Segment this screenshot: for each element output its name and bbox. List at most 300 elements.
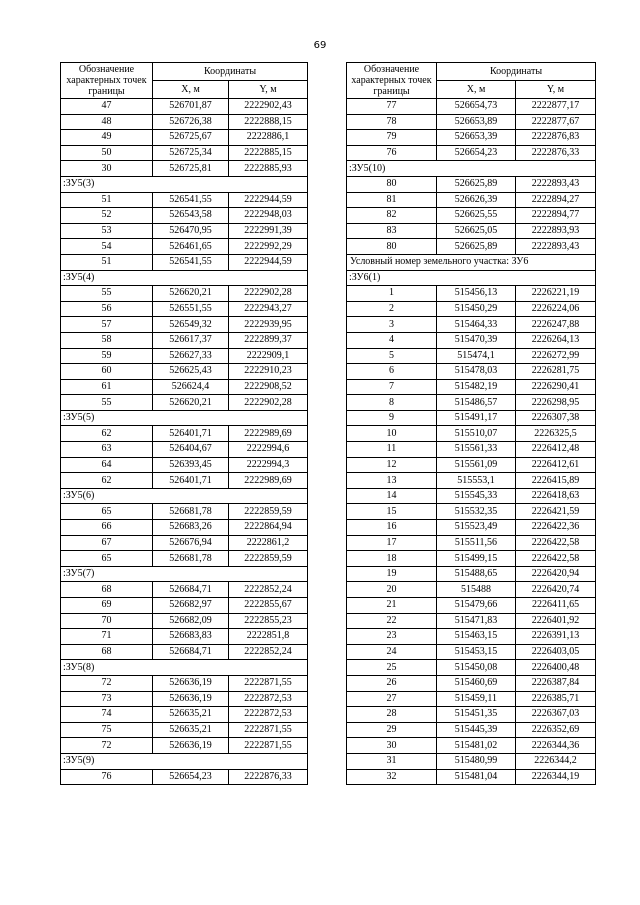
x-cell: 526682,09 [153,613,229,629]
table-row [347,504,596,520]
x-cell: 515511,56 [437,535,516,551]
x-cell: 526636,19 [153,738,229,754]
table-row [61,598,308,614]
point-cell: 80 [347,239,437,255]
y-cell: 2222991,39 [229,223,308,239]
table-row [347,114,596,130]
y-cell: 2222893,43 [516,176,596,192]
y-cell: 2222902,28 [229,395,308,411]
x-cell: 526683,83 [153,629,229,645]
point-cell: 83 [347,223,437,239]
point-cell: 82 [347,208,437,224]
y-cell: 2226344,19 [516,769,596,785]
table-row [61,769,308,785]
table-row [61,208,308,224]
point-cell: 27 [347,691,437,707]
x-cell: 526617,37 [153,332,229,348]
point-cell: 60 [61,364,153,380]
x-cell: 526625,89 [437,176,516,192]
table-row [61,332,308,348]
table-row [61,192,308,208]
point-cell: 49 [61,130,153,146]
point-cell: 8 [347,395,437,411]
section-row [61,488,308,504]
section-row [61,566,308,582]
y-cell: 2222994,3 [229,457,308,473]
x-cell: 526541,55 [153,254,229,270]
table-row [347,551,596,567]
x-cell: 515532,35 [437,504,516,520]
table-row [347,317,596,333]
point-cell: 56 [61,301,153,317]
y-cell: 2222944,59 [229,254,308,270]
y-cell: 2226325,5 [516,426,596,442]
section-label: :ЗУ5(5) [61,410,308,426]
header-point-designation: Обозначение характерных точек границы [61,63,153,99]
table-body-left [61,99,308,785]
parcel-note: Условный номер земельного участка: ЗУ6 [347,254,596,270]
table-row [61,551,308,567]
point-cell: 59 [61,348,153,364]
y-cell: 2226264,13 [516,332,596,348]
y-cell: 2226422,36 [516,520,596,536]
x-cell: 526725,34 [153,145,229,161]
point-cell: 14 [347,488,437,504]
table-body-right [347,99,596,785]
x-cell: 515488,65 [437,566,516,582]
table-row [347,410,596,426]
x-cell: 515486,57 [437,395,516,411]
table-row [347,644,596,660]
point-cell: 64 [61,457,153,473]
y-cell: 2222943,27 [229,301,308,317]
point-cell: 66 [61,520,153,536]
table-row [347,707,596,723]
x-cell: 515459,11 [437,691,516,707]
y-cell: 2222859,59 [229,504,308,520]
table-row [347,176,596,192]
table-row [347,660,596,676]
x-cell: 526625,89 [437,239,516,255]
table-row [347,457,596,473]
point-cell: 2 [347,301,437,317]
point-cell: 26 [347,675,437,691]
y-cell: 2226411,65 [516,598,596,614]
point-cell: 62 [61,426,153,442]
coordinates-table-right [346,62,596,785]
x-cell: 526624,4 [153,379,229,395]
x-cell: 515451,35 [437,707,516,723]
x-cell: 526636,19 [153,675,229,691]
x-cell: 526551,55 [153,301,229,317]
y-cell: 2226387,84 [516,675,596,691]
y-cell: 2226401,92 [516,613,596,629]
x-cell: 526653,89 [437,114,516,130]
y-cell: 2222871,55 [229,722,308,738]
point-cell: 1 [347,286,437,302]
point-cell: 76 [61,769,153,785]
section-label: :ЗУ5(10) [347,161,596,177]
y-cell: 2222851,8 [229,629,308,645]
x-cell: 515510,07 [437,426,516,442]
y-cell: 2222855,67 [229,598,308,614]
point-cell: 71 [61,629,153,645]
x-cell: 515561,09 [437,457,516,473]
x-cell: 526625,05 [437,223,516,239]
section-label: :ЗУ5(6) [61,488,308,504]
point-cell: 16 [347,520,437,536]
point-cell: 4 [347,332,437,348]
x-cell: 515481,02 [437,738,516,754]
y-cell: 2222876,33 [516,145,596,161]
x-cell: 515450,08 [437,660,516,676]
header-y: Y, м [229,81,308,99]
point-cell: 20 [347,582,437,598]
point-cell: 77 [347,99,437,115]
y-cell: 2226344,36 [516,738,596,754]
y-cell: 2222893,43 [516,239,596,255]
x-cell: 526404,67 [153,442,229,458]
y-cell: 2222894,77 [516,208,596,224]
header-point-designation: Обозначение характерных точек границы [347,63,437,99]
x-cell: 526620,21 [153,286,229,302]
section-row [61,270,308,286]
page-number: 69 [313,40,327,51]
x-cell: 526541,55 [153,192,229,208]
x-cell: 515453,15 [437,644,516,660]
point-cell: 17 [347,535,437,551]
y-cell: 2222902,28 [229,286,308,302]
table-row [61,457,308,473]
x-cell: 526684,71 [153,582,229,598]
y-cell: 2226247,88 [516,317,596,333]
x-cell: 526676,94 [153,535,229,551]
x-cell: 515478,03 [437,364,516,380]
y-cell: 2226307,38 [516,410,596,426]
y-cell: 2222893,93 [516,223,596,239]
x-cell: 526543,58 [153,208,229,224]
table-row [347,598,596,614]
coordinates-table-left [60,62,308,785]
x-cell: 526635,21 [153,722,229,738]
y-cell: 2222885,15 [229,145,308,161]
table-row [61,613,308,629]
table-row [347,722,596,738]
point-cell: 24 [347,644,437,660]
x-cell: 515460,69 [437,675,516,691]
section-label: :ЗУ5(7) [61,566,308,582]
x-cell: 526725,67 [153,130,229,146]
y-cell: 2222989,69 [229,426,308,442]
point-cell: 52 [61,208,153,224]
table-row [61,348,308,364]
y-cell: 2222876,33 [229,769,308,785]
y-cell: 2226385,71 [516,691,596,707]
point-cell: 23 [347,629,437,645]
x-cell: 526549,32 [153,317,229,333]
y-cell: 2222908,52 [229,379,308,395]
x-cell: 515479,66 [437,598,516,614]
table-row [347,473,596,489]
section-label: :ЗУ5(8) [61,660,308,676]
table-row [347,613,596,629]
y-cell: 2222864,94 [229,520,308,536]
table-row [61,520,308,536]
table-row [347,395,596,411]
y-cell: 2222872,53 [229,691,308,707]
x-cell: 526725,81 [153,161,229,177]
point-cell: 48 [61,114,153,130]
point-cell: 73 [61,691,153,707]
y-cell: 2226422,58 [516,551,596,567]
table-row [347,130,596,146]
x-cell: 515545,33 [437,488,516,504]
table-row [347,208,596,224]
point-cell: 22 [347,613,437,629]
y-cell: 2226367,03 [516,707,596,723]
point-cell: 7 [347,379,437,395]
table-row [61,395,308,411]
point-cell: 10 [347,426,437,442]
x-cell: 526625,43 [153,364,229,380]
y-cell: 2226221,19 [516,286,596,302]
table-row [61,644,308,660]
y-cell: 2222885,93 [229,161,308,177]
table-row [61,254,308,270]
table-row [61,161,308,177]
table-row [347,223,596,239]
point-cell: 47 [61,99,153,115]
header-y: Y, м [516,81,596,99]
point-cell: 5 [347,348,437,364]
point-cell: 54 [61,239,153,255]
table-row [61,535,308,551]
point-cell: 65 [61,504,153,520]
point-cell: 15 [347,504,437,520]
point-cell: 61 [61,379,153,395]
y-cell: 2222902,43 [229,99,308,115]
point-cell: 13 [347,473,437,489]
y-cell: 2222886,1 [229,130,308,146]
table-row [61,99,308,115]
y-cell: 2222909,1 [229,348,308,364]
x-cell: 526635,21 [153,707,229,723]
point-cell: 53 [61,223,153,239]
y-cell: 2222855,23 [229,613,308,629]
y-cell: 2226272,99 [516,348,596,364]
table-row [347,99,596,115]
table-row [61,379,308,395]
y-cell: 2226391,13 [516,629,596,645]
x-cell: 526461,65 [153,239,229,255]
x-cell: 526636,19 [153,691,229,707]
point-cell: 19 [347,566,437,582]
y-cell: 2226352,69 [516,722,596,738]
x-cell: 515553,1 [437,473,516,489]
point-cell: 70 [61,613,153,629]
section-label: :ЗУ5(9) [61,753,308,769]
y-cell: 2222994,6 [229,442,308,458]
point-cell: 69 [61,598,153,614]
y-cell: 2222894,27 [516,192,596,208]
x-cell: 526681,78 [153,504,229,520]
y-cell: 2226412,61 [516,457,596,473]
table-row [347,535,596,551]
y-cell: 2222871,55 [229,738,308,754]
y-cell: 2226415,89 [516,473,596,489]
point-cell: 6 [347,364,437,380]
x-cell: 515463,15 [437,629,516,645]
table-row [347,379,596,395]
x-cell: 515456,13 [437,286,516,302]
table-row [347,442,596,458]
point-cell: 81 [347,192,437,208]
y-cell: 2222989,69 [229,473,308,489]
point-cell: 76 [347,145,437,161]
x-cell: 526726,38 [153,114,229,130]
y-cell: 2222852,24 [229,644,308,660]
point-cell: 55 [61,395,153,411]
y-cell: 2226281,75 [516,364,596,380]
point-cell: 57 [61,317,153,333]
table-row [61,286,308,302]
table-row [347,332,596,348]
y-cell: 2222939,95 [229,317,308,333]
section-row [61,753,308,769]
table-row [61,301,308,317]
point-cell: 3 [347,317,437,333]
x-cell: 515491,17 [437,410,516,426]
x-cell: 526401,71 [153,473,229,489]
table-row [347,738,596,754]
y-cell: 2226418,63 [516,488,596,504]
x-cell: 526684,71 [153,644,229,660]
point-cell: 75 [61,722,153,738]
x-cell: 515470,39 [437,332,516,348]
y-cell: 2222861,2 [229,535,308,551]
point-cell: 29 [347,722,437,738]
header-coordinates: Координаты [437,63,596,81]
point-cell: 80 [347,176,437,192]
y-cell: 2222876,83 [516,130,596,146]
point-cell: 68 [61,582,153,598]
y-cell: 2226400,48 [516,660,596,676]
table-row [61,738,308,754]
table-row [347,286,596,302]
x-cell: 526682,97 [153,598,229,614]
x-cell: 526627,33 [153,348,229,364]
y-cell: 2222948,03 [229,208,308,224]
y-cell: 2226298,95 [516,395,596,411]
x-cell: 526470,95 [153,223,229,239]
table-row [347,582,596,598]
table-row [61,114,308,130]
point-cell: 72 [61,675,153,691]
point-cell: 30 [61,161,153,177]
table-row [347,426,596,442]
table-row [61,426,308,442]
y-cell: 2222910,23 [229,364,308,380]
table-row [61,722,308,738]
point-cell: 30 [347,738,437,754]
header-x: X, м [153,81,229,99]
y-cell: 2222877,67 [516,114,596,130]
y-cell: 2222852,24 [229,582,308,598]
point-cell: 31 [347,753,437,769]
x-cell: 526701,87 [153,99,229,115]
table-row [347,488,596,504]
point-cell: 11 [347,442,437,458]
x-cell: 515464,33 [437,317,516,333]
table-row [61,675,308,691]
x-cell: 515561,33 [437,442,516,458]
point-cell: 68 [61,644,153,660]
parcel-note-row [347,254,596,270]
x-cell: 526393,45 [153,457,229,473]
point-cell: 58 [61,332,153,348]
section-row [61,660,308,676]
point-cell: 25 [347,660,437,676]
x-cell: 515481,04 [437,769,516,785]
section-row [347,270,596,286]
x-cell: 526653,39 [437,130,516,146]
y-cell: 2226420,74 [516,582,596,598]
table-row [61,442,308,458]
table-row [61,130,308,146]
x-cell: 515445,39 [437,722,516,738]
table-row [347,675,596,691]
section-label: :ЗУ5(4) [61,270,308,286]
header-coordinates: Координаты [153,63,308,81]
point-cell: 78 [347,114,437,130]
y-cell: 2226421,59 [516,504,596,520]
table-row [61,691,308,707]
section-label: :ЗУ5(3) [61,176,308,192]
section-row [61,176,308,192]
y-cell: 2222899,37 [229,332,308,348]
table-row [347,364,596,380]
y-cell: 2226422,58 [516,535,596,551]
y-cell: 2222992,29 [229,239,308,255]
table-row [347,192,596,208]
x-cell: 526654,73 [437,99,516,115]
table-row [347,239,596,255]
x-cell: 526654,23 [437,145,516,161]
point-cell: 79 [347,130,437,146]
section-label: :ЗУ6(1) [347,270,596,286]
point-cell: 74 [61,707,153,723]
table-row [61,364,308,380]
x-cell: 526625,55 [437,208,516,224]
y-cell: 2226224,06 [516,301,596,317]
y-cell: 2226344,2 [516,753,596,769]
x-cell: 515471,83 [437,613,516,629]
point-cell: 50 [61,145,153,161]
x-cell: 526626,39 [437,192,516,208]
point-cell: 55 [61,286,153,302]
point-cell: 67 [61,535,153,551]
y-cell: 2222872,53 [229,707,308,723]
table-row [61,145,308,161]
y-cell: 2222877,17 [516,99,596,115]
x-cell: 526401,71 [153,426,229,442]
table-row [347,769,596,785]
point-cell: 65 [61,551,153,567]
x-cell: 515474,1 [437,348,516,364]
y-cell: 2222871,55 [229,675,308,691]
y-cell: 2222859,59 [229,551,308,567]
point-cell: 21 [347,598,437,614]
